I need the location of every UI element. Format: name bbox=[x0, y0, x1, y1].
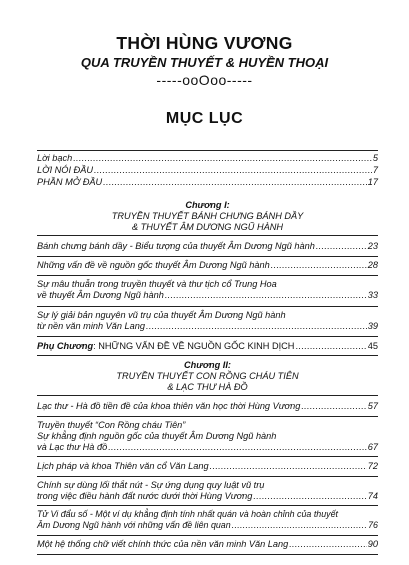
toc-entry-text: Sự khẳng định nguồn gốc của thuyết Âm Dương Ngũ hành bbox=[37, 431, 277, 441]
toc-page-number: 23 bbox=[367, 241, 378, 251]
leader-dots bbox=[232, 520, 367, 531]
divider bbox=[37, 395, 378, 396]
chapter-title-line: & THUYẾT ÂM DƯƠNG NGŨ HÀNH bbox=[131, 222, 284, 232]
toc-title: MỤC LỤC bbox=[165, 110, 244, 127]
toc-page-number: 28 bbox=[367, 260, 378, 270]
leader-dots bbox=[295, 341, 366, 352]
toc-entry-text: LỜI NÓI ĐẦU bbox=[37, 165, 93, 175]
leader-dots bbox=[289, 539, 367, 550]
toc-entry[interactable] bbox=[37, 539, 378, 550]
toc-page-number: 5 bbox=[372, 153, 378, 163]
toc-entry-text: Truyền thuyết “Con Rồng cháu Tiên” bbox=[37, 420, 186, 430]
toc-entry-text: PHẦN MỞ ĐẦU bbox=[37, 177, 103, 187]
leader-dots bbox=[108, 442, 367, 453]
leader-dots bbox=[316, 241, 367, 252]
chapter-heading bbox=[37, 360, 378, 393]
toc-entry-text: từ nền văn minh Văn Lang bbox=[37, 321, 145, 331]
leader-dots bbox=[210, 461, 367, 472]
chapter-number: Chương II: bbox=[184, 360, 231, 370]
toc-page-number: 57 bbox=[367, 401, 378, 411]
toc-entry[interactable] bbox=[37, 310, 378, 332]
divider bbox=[37, 235, 378, 236]
toc-entry[interactable] bbox=[37, 461, 378, 472]
toc-entry-text: : NHỮNG VẤN ĐỀ VỀ NGUỒN GỐC KINH DỊCH bbox=[93, 341, 295, 351]
toc-entry-text: Một hệ thống chữ viết chính thức của nền văn minh Văn Lang bbox=[37, 539, 289, 549]
toc-entry-text: và Lạc thư Hà đồ bbox=[37, 442, 108, 452]
appendix-label: Phụ Chương bbox=[37, 341, 94, 351]
leader-dots bbox=[253, 491, 366, 502]
toc-entry[interactable] bbox=[37, 420, 378, 453]
book-title: THỜI HÙNG VƯƠNG bbox=[116, 33, 293, 53]
toc-page-number: 7 bbox=[372, 165, 378, 175]
divider bbox=[37, 505, 378, 506]
leader-dots bbox=[103, 177, 367, 188]
leader-dots bbox=[271, 260, 367, 271]
divider bbox=[37, 336, 378, 337]
toc-page-number: 39 bbox=[367, 321, 378, 331]
divider bbox=[37, 150, 378, 151]
divider bbox=[37, 275, 378, 276]
chapter-title-line: TRUYỀN THUYẾT BÁNH CHƯNG BÁNH DẦY bbox=[111, 211, 304, 221]
toc-entry-text: Sự mâu thuẫn trong truyền thuyết và thư tịch cổ Trung Hoa bbox=[37, 279, 277, 289]
toc-entry[interactable] bbox=[37, 401, 378, 412]
toc-entry[interactable] bbox=[37, 165, 378, 176]
toc-entry-text: Bánh chưng bánh dầy - Biểu tượng của thuyết Âm Dương Ngũ hành bbox=[37, 241, 315, 251]
leader-dots bbox=[165, 290, 367, 301]
toc-entry-text: trong việc điều hành đất nước dưới thời Hùng Vương bbox=[37, 491, 253, 501]
toc-entry[interactable] bbox=[37, 177, 378, 188]
toc-entry-appendix[interactable] bbox=[37, 341, 378, 352]
toc-page-number: 67 bbox=[367, 442, 378, 452]
toc-page-number: 72 bbox=[367, 461, 378, 471]
leader-dots bbox=[301, 401, 366, 412]
ornament-separator: -----ooOoo----- bbox=[156, 72, 253, 88]
toc-entry-text: Lịch pháp và khoa Thiên văn cổ Văn Lang bbox=[37, 461, 209, 471]
toc-entry-text: Chính sự dùng lối thắt nút - Sự ứng dụng quy luật vũ trụ bbox=[37, 480, 265, 490]
leader-dots bbox=[94, 165, 372, 176]
toc-entry-text: về thuyết Âm Dương Ngũ hành bbox=[37, 290, 164, 300]
toc-entry-text: Những vấn đề về nguồn gốc thuyết Âm Dương Ngũ hành bbox=[37, 260, 270, 270]
toc-page-number: 76 bbox=[368, 520, 378, 530]
divider bbox=[37, 306, 378, 307]
divider bbox=[37, 476, 378, 477]
toc-page-number: 33 bbox=[367, 290, 378, 300]
divider bbox=[37, 535, 378, 536]
toc-page-number: 90 bbox=[367, 539, 378, 549]
chapter-number: Chương I: bbox=[185, 200, 230, 210]
divider bbox=[37, 355, 378, 356]
toc-entry[interactable] bbox=[37, 260, 378, 271]
toc-entry-text: Lạc thư - Hà đồ tiền đề của khoa thiên văn học thời Hùng Vương bbox=[37, 401, 301, 411]
divider bbox=[37, 554, 378, 555]
toc-entry[interactable] bbox=[37, 241, 378, 252]
chapter-heading bbox=[37, 200, 378, 233]
toc-page-number: 74 bbox=[367, 491, 378, 501]
chapter-title-line: TRUYỀN THUYẾT CON RỒNG CHÁU TIÊN bbox=[116, 371, 299, 381]
leader-dots bbox=[146, 321, 367, 332]
toc-page-number: 17 bbox=[367, 177, 378, 187]
divider bbox=[37, 256, 378, 257]
toc-entry[interactable] bbox=[37, 279, 378, 301]
toc-entry-text: Âm Dương Ngũ hành với những vấn đề liên quan bbox=[37, 520, 231, 530]
divider bbox=[37, 456, 378, 457]
toc-entry-text: Lời bạch bbox=[37, 153, 73, 163]
toc-entry-text: Tử Vi đẩu số - Một ví dụ khẳng định tính nhất quán và hoàn chỉnh của thuyết bbox=[37, 509, 339, 519]
leader-dots bbox=[73, 153, 372, 164]
chapter-title-line: & LẠC THƯ HÀ ĐỒ bbox=[167, 382, 248, 392]
toc-entry[interactable] bbox=[37, 153, 378, 164]
book-subtitle: QUA TRUYỀN THUYẾT & HUYỀN THOẠI bbox=[80, 55, 329, 70]
toc-entry-text: Sự lý giải bản nguyên vũ trụ của thuyết Âm Dương Ngũ hành bbox=[37, 310, 286, 320]
toc-entry[interactable] bbox=[37, 509, 378, 531]
divider bbox=[37, 416, 378, 417]
toc-page-number: 45 bbox=[367, 341, 378, 351]
toc-entry[interactable] bbox=[37, 480, 378, 502]
